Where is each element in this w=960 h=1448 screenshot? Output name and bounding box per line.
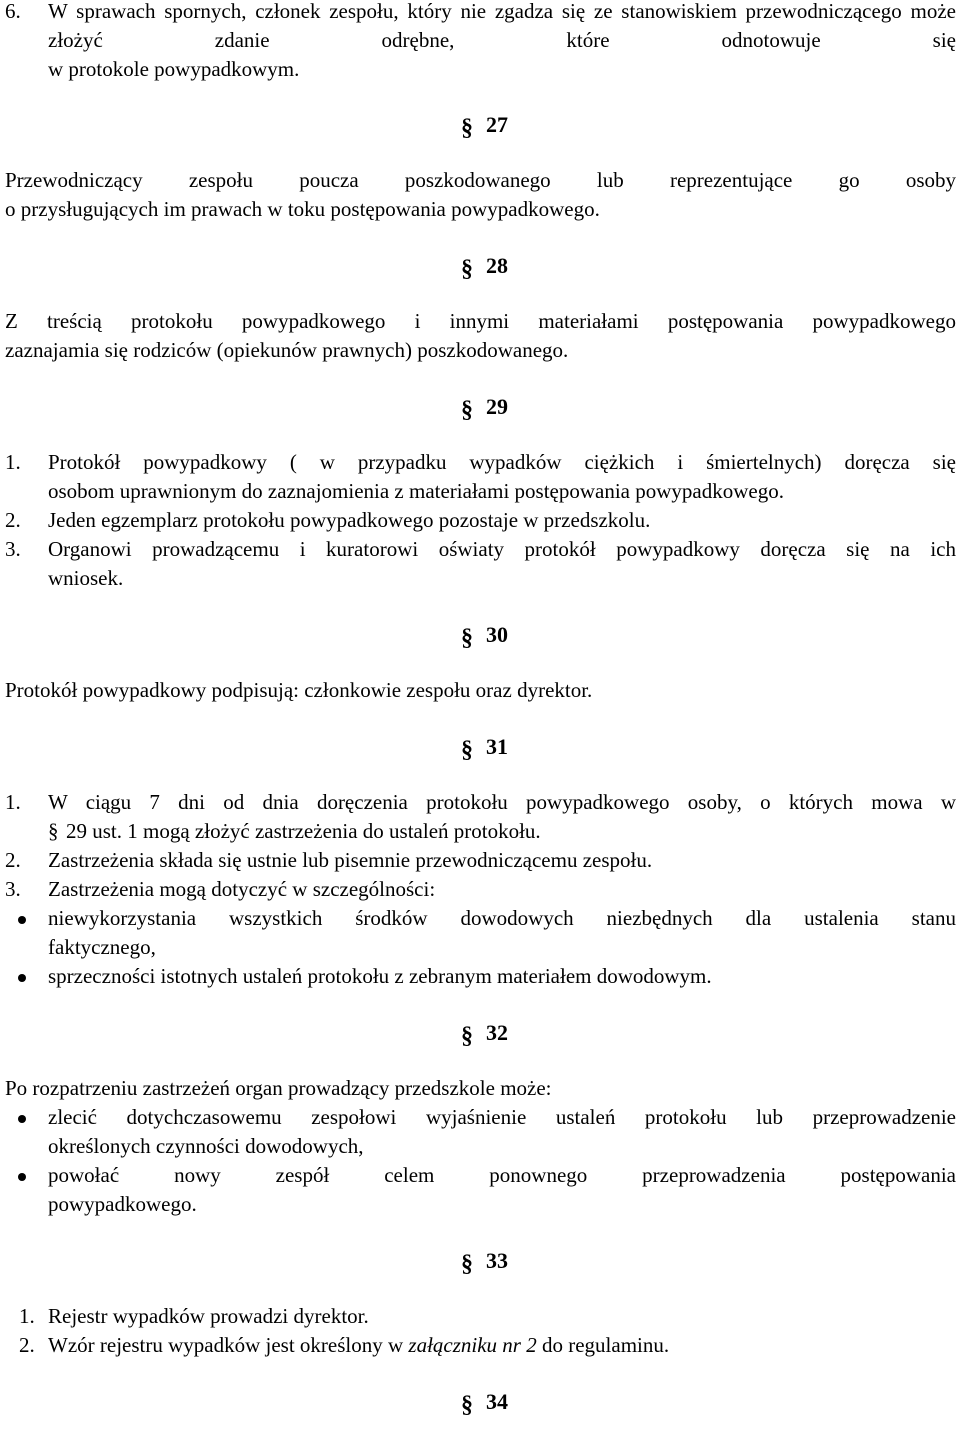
section-sign-icon xyxy=(461,254,473,282)
section-32-intro: Po rozpatrzeniu zastrzeżeń organ prowadzący przedszkole może: xyxy=(5,1076,552,1100)
svg-text:§: § xyxy=(461,1023,473,1049)
section-heading-29: § 29 xyxy=(461,394,508,423)
section-sign-icon xyxy=(461,623,473,651)
svg-text:§: § xyxy=(461,1392,473,1418)
attachment-reference: załączniku nr 2 xyxy=(408,1333,537,1357)
section-sign-icon xyxy=(461,735,473,763)
section-sign-icon xyxy=(461,1390,473,1418)
bullet-icon xyxy=(18,916,26,924)
list-item: 2. Wzór rejestru wypadków jest określony w załączniku nr 2 do regulaminu. xyxy=(19,1333,670,1357)
section-28-text-line: Z treścią protokołu powypadkowego i innymi materiałami postępowania powypadkowego xyxy=(5,309,956,333)
bullet-item: niewykorzystania wszystkich środków dowodowych niezbędnych dla ustalenia stanu faktycznego, xyxy=(5,904,956,962)
svg-text:§: § xyxy=(461,1251,473,1277)
bullet-item: sprzeczności istotnych ustaleń protokołu z zebranym materiałem dowodowym. xyxy=(5,962,956,991)
bullet-icon xyxy=(18,1173,26,1181)
section-sign-icon xyxy=(461,1021,473,1049)
section-27-text-line: o przysługujących im prawach w toku postępowania powypadkowego. xyxy=(5,197,600,221)
paragraph-item-6 xyxy=(5,0,956,84)
bullet-item: powołać nowy zespół celem ponownego przeprowadzenia postępowania powypadkowego. xyxy=(5,1161,956,1219)
section-27-text-line: Przewodniczący zespołu poucza poszkodowanego lub reprezentujące go osoby xyxy=(5,168,956,192)
svg-text:§: § xyxy=(461,737,473,763)
section-heading-28: § 28 xyxy=(461,253,508,282)
section-28-text-line: zaznajamia się rodziców (opiekunów prawnych) poszkodowanego. xyxy=(5,338,569,362)
section-heading-34: § 34 xyxy=(461,1389,508,1418)
svg-text:§: § xyxy=(48,819,59,843)
list-item: 3. Zastrzeżenia mogą dotyczyć w szczególności: xyxy=(5,877,436,901)
section-sign-icon xyxy=(461,395,473,423)
section-heading-27: § 27 xyxy=(461,112,508,141)
section-heading-31: § 31 xyxy=(461,734,508,763)
item-text-line: W sprawach spornych, członek zespołu, który nie zgadza się ze stanowiskiem przewodniczącego może złożyć zdanie odrębne, które odnotowuje się xyxy=(48,0,956,52)
svg-text:§: § xyxy=(461,397,473,423)
bullet-icon xyxy=(18,974,26,982)
list-item: 1. Protokół powypadkowy ( w przypadku wypadków ciężkich i śmiertelnych) doręcza się osobom uprawnionym do zaznajomienia z materiałami postępowania powypadkowego. xyxy=(5,450,956,503)
section-heading-32: § 32 xyxy=(461,1020,508,1049)
list-item: 2. Jeden egzemplarz protokołu powypadkowego pozostaje w przedszkolu. xyxy=(5,508,651,532)
section-sign-icon xyxy=(461,113,473,141)
section-sign-icon xyxy=(48,820,58,842)
svg-text:§: § xyxy=(461,625,473,651)
svg-text:§: § xyxy=(461,115,473,141)
svg-text:§: § xyxy=(461,256,473,282)
item-text-line: w protokole powypadkowym. xyxy=(48,57,300,81)
section-heading-30: § 30 xyxy=(461,622,508,651)
list-item: 2. Zastrzeżenia składa się ustnie lub pisemnie przewodniczącemu zespołu. xyxy=(5,848,653,872)
item-number: 6. xyxy=(5,0,21,23)
section-heading-33: § 33 xyxy=(461,1248,508,1277)
list-item: 3. Organowi prowadzącemu i kuratorowi oświaty protokół powypadkowy doręcza się na ich wniosek. xyxy=(5,537,956,590)
section-30-text: Protokół powypadkowy podpisują: członkowie zespołu oraz dyrektor. xyxy=(5,678,593,702)
list-item: 1. W ciągu 7 dni od dnia doręczenia protokołu powypadkowego osoby, o których mowa w § 29 ust. 1 mogą złożyć zastrzeżenia do ustaleń protokołu. xyxy=(5,788,956,846)
list-item: 1. Rejestr wypadków prowadzi dyrektor. xyxy=(19,1304,369,1328)
bullet-icon xyxy=(18,1115,26,1123)
section-reference: § 29 ust. 1 mogą złożyć zastrzeżenia do ustaleń protokołu. xyxy=(48,819,541,843)
document-page xyxy=(5,0,956,1416)
bullet-item: zlecić dotychczasowemu zespołowi wyjaśnienie ustaleń protokołu lub przeprowadzenie określonych czynności dowodowych, xyxy=(5,1103,956,1161)
section-sign-icon xyxy=(461,1249,473,1277)
